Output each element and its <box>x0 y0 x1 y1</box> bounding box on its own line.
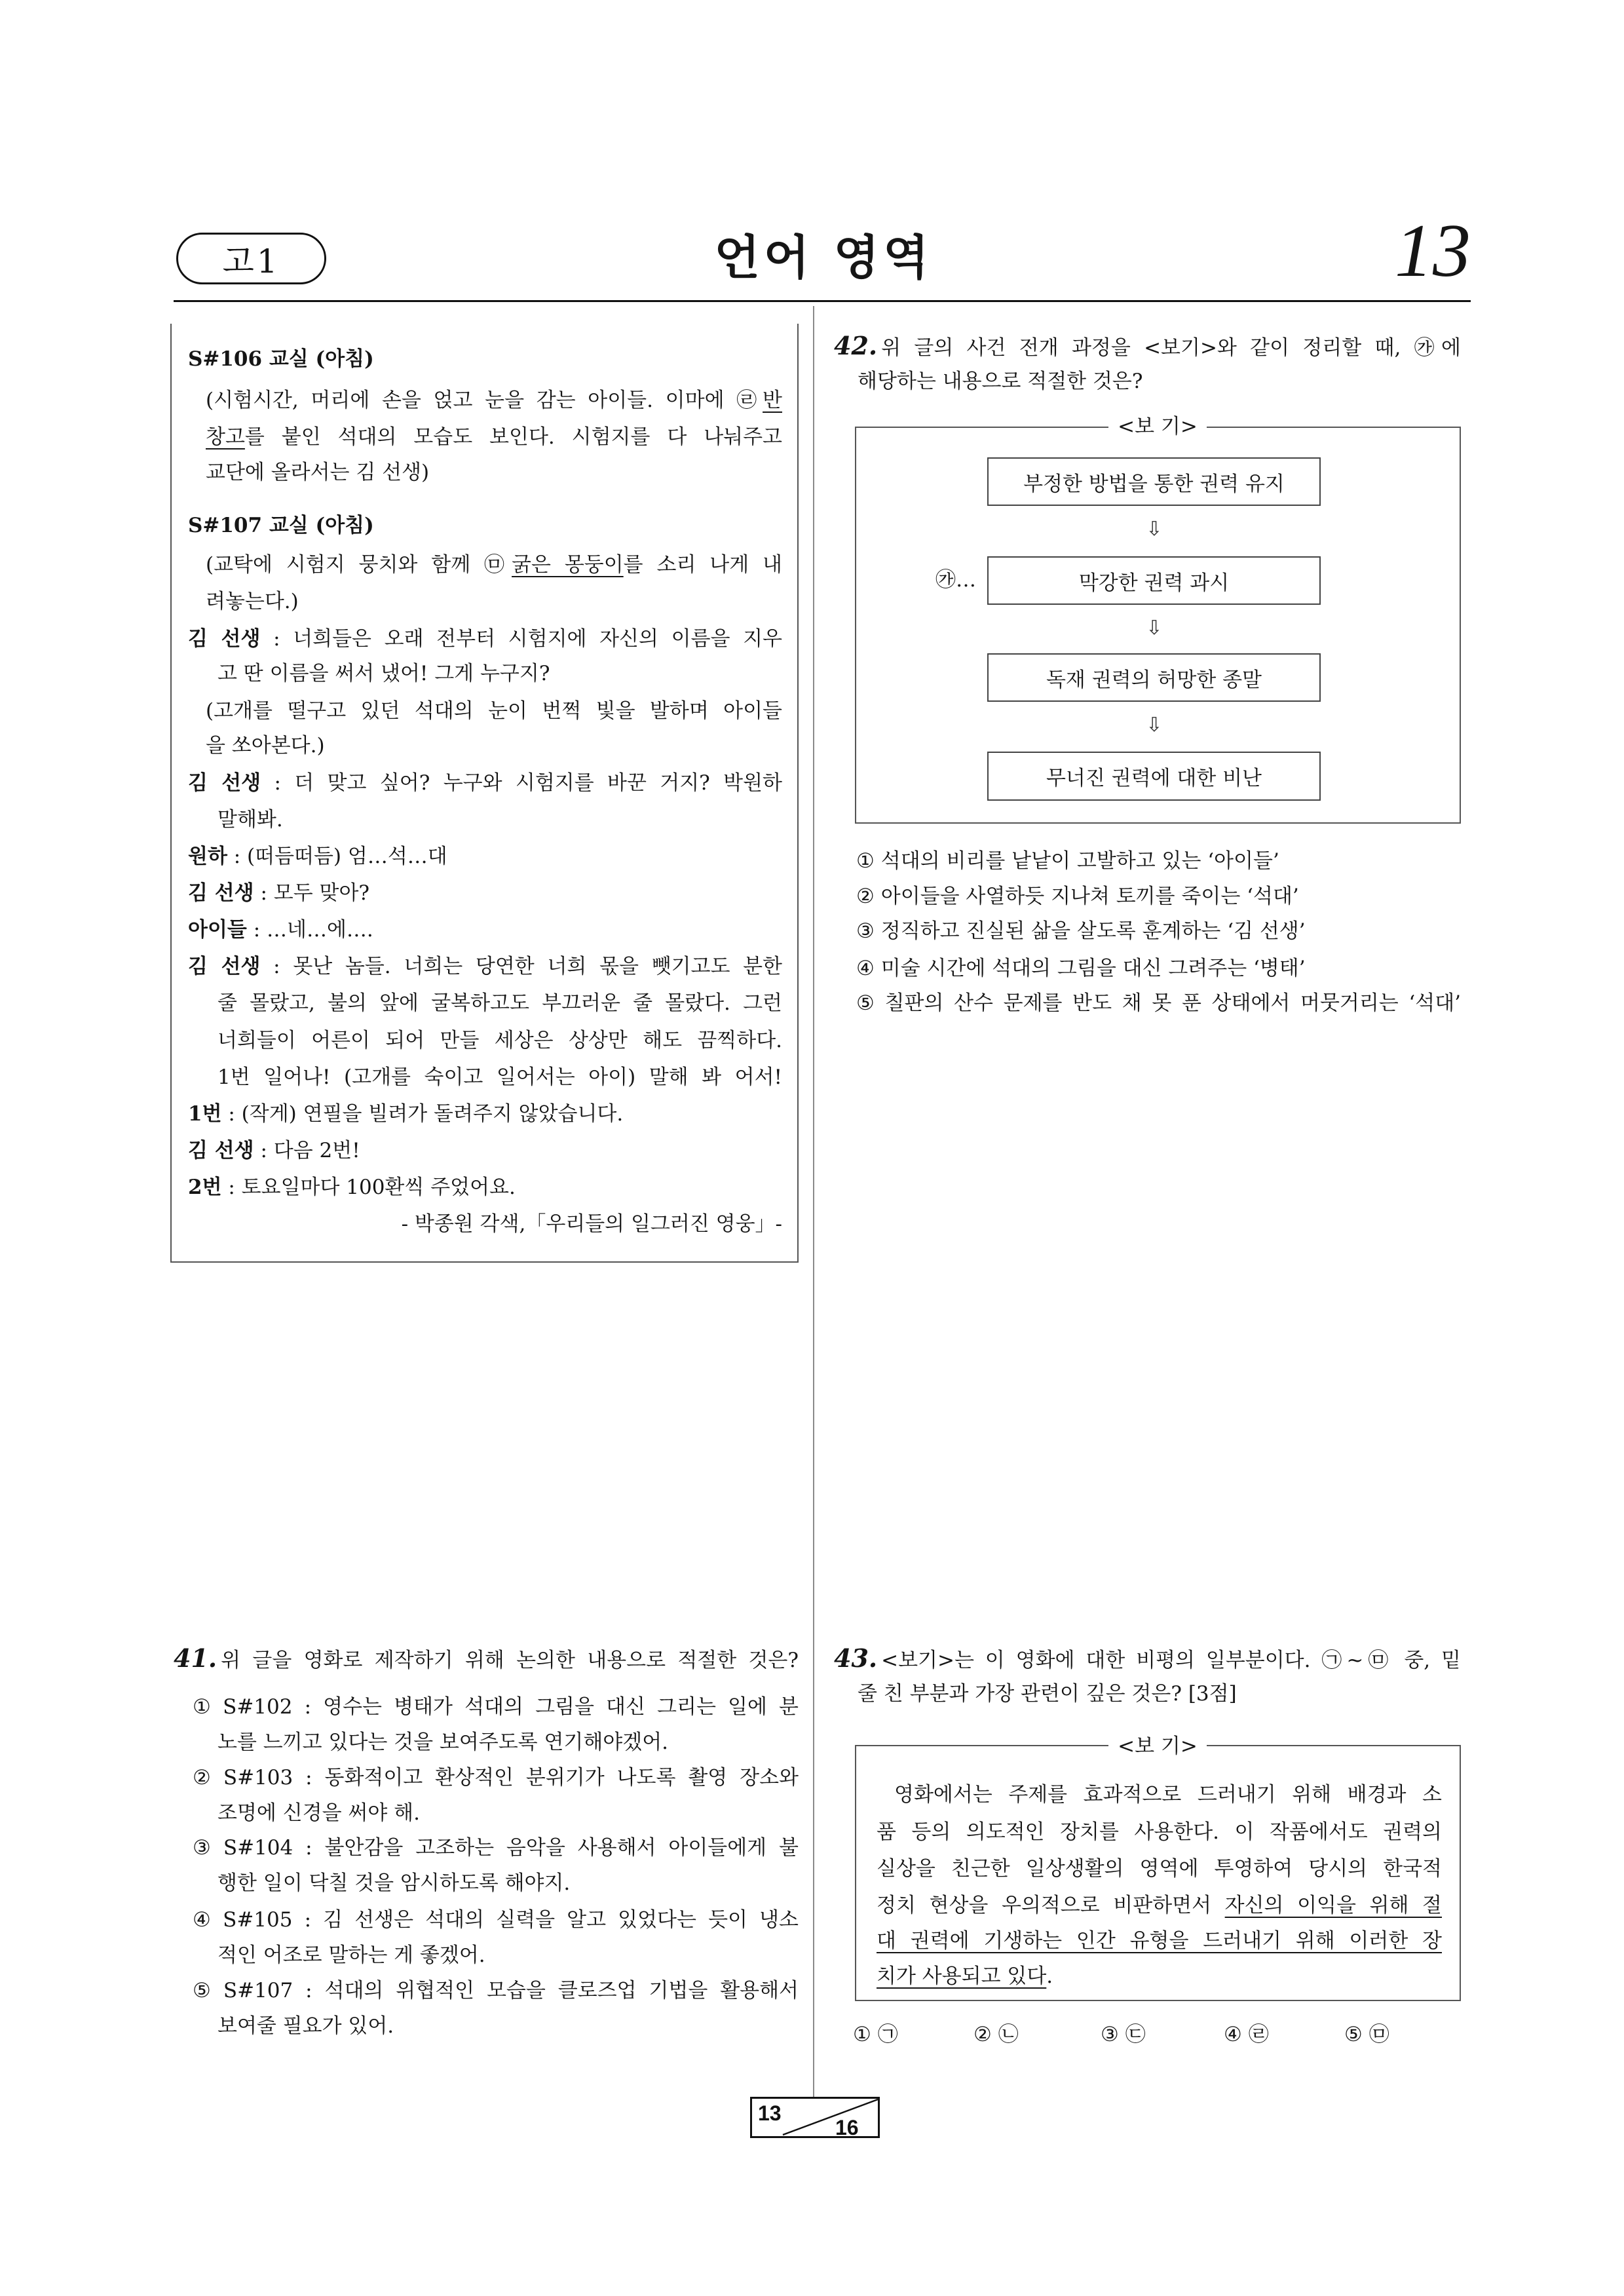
line-text: 를 붙인 석대의 모습도 보인다. 시험지를 다 나눠주고 <box>244 425 782 449</box>
question-number: 43. <box>834 1643 878 1673</box>
grade-badge <box>176 233 326 284</box>
answer-option-1[interactable] <box>853 2021 898 2048</box>
down-arrow-icon: ⇩ <box>1146 518 1163 541</box>
bogi-text-line <box>877 1892 1442 1919</box>
line-text: 교단에 올라서는 김 선생) <box>206 461 430 484</box>
option-text: 적인 어조로 말하는 게 좋겠어. <box>217 1943 485 1967</box>
dialogue-text: 말해봐. <box>217 808 283 832</box>
line-text: 영화에서는 주제를 효과적으로 드러내기 위해 배경과 소 <box>894 1783 1442 1807</box>
underlined-text: 창고 <box>206 425 245 449</box>
answer-option-3[interactable] <box>1101 2021 1146 2048</box>
option-text: ㉤ <box>1369 2023 1389 2046</box>
option-mark: ① <box>193 1695 217 1719</box>
option-mark: ② <box>193 1766 217 1789</box>
option-mark: ② <box>856 885 875 908</box>
speaker-name: 원하 <box>188 845 227 868</box>
question-43-stem <box>834 1645 1461 1672</box>
option-mark: ⑤ <box>1344 2023 1363 2046</box>
question-number: 42. <box>834 331 878 360</box>
dialogue-text: : 더 맞고 싶어? 누구와 시험지를 바꾼 거지? 박원하 <box>261 771 782 795</box>
question-42-stem-line2 <box>858 368 1142 394</box>
dialogue-line <box>217 1027 782 1054</box>
answer-option-2[interactable] <box>856 883 1299 909</box>
dialogue-text: : 토요일마다 100환씩 주었어요. <box>221 1176 516 1199</box>
scene-heading <box>188 512 374 539</box>
line-text: 를 소리 나게 내 <box>623 553 782 577</box>
answer-option-3[interactable] <box>193 1835 799 1861</box>
line-text: . <box>1046 1964 1053 1988</box>
question-text: <보기>는 이 영화에 대한 비평의 일부분이다. ㉠~㉤ 중, 밑 <box>881 1649 1461 1672</box>
speaker-name: 1번 <box>188 1102 222 1126</box>
question-text: 위 글을 영화로 제작하기 위해 논의한 내용으로 적절한 것은? <box>221 1649 799 1672</box>
option-text: 행한 일이 닥칠 것을 암시하도록 해야지. <box>217 1871 571 1895</box>
dialogue-line <box>217 807 283 833</box>
question-text: 위 글의 사건 전개 과정을 <보기>와 같이 정리할 때, ㉮에 <box>881 336 1461 360</box>
stage-direction-line <box>206 424 782 450</box>
dialogue-text: 1번 일어나! (고개를 숙이고 일어서는 아이) 말해 봐 어서! <box>217 1065 782 1089</box>
option-text: 정직하고 진실된 삶을 살도록 훈계하는 ‘김 선생’ <box>880 919 1306 943</box>
option-text: S#104 : 불안감을 고조하는 음악을 사용해서 아이들에게 불 <box>223 1836 799 1860</box>
answer-option-2[interactable] <box>973 2021 1019 2048</box>
underlined-text: 반 <box>763 389 782 412</box>
underlined-text: 치가 사용되고 있다 <box>877 1964 1047 1988</box>
answer-option-4[interactable] <box>856 955 1306 982</box>
underlined-text: 굵은 몽둥이 <box>512 553 624 577</box>
scene-heading-text: S#106 교실 (아침) <box>188 347 374 371</box>
answer-option-4[interactable] <box>193 1907 799 1933</box>
flow-step-1 <box>987 457 1321 506</box>
bogi-label: <보 기> <box>1108 413 1207 440</box>
answer-option-5[interactable] <box>856 990 1461 1016</box>
question-41-stem <box>174 1645 799 1672</box>
option-mark: ② <box>973 2023 992 2046</box>
option-text: 미술 시간에 석대의 그림을 대신 그려주는 ‘병태’ <box>880 957 1306 980</box>
answer-option-5[interactable] <box>1344 2021 1389 2048</box>
answer-option-1[interactable] <box>193 1694 799 1720</box>
flow-step-text: 무너진 권력에 대한 비난 <box>1046 767 1262 790</box>
scene-heading <box>188 346 374 372</box>
dialogue-line <box>188 1138 360 1164</box>
bogi-text-line <box>877 1963 1053 1989</box>
footer-page-indicator <box>750 2097 880 2138</box>
dialogue-line <box>188 917 373 943</box>
flow-step-text: 막강한 권력 과시 <box>1078 571 1230 595</box>
flow-step-3 <box>987 653 1321 702</box>
dialogue-line <box>188 626 782 652</box>
down-arrow-icon: ⇩ <box>1146 714 1163 737</box>
speaker-name: 김 선생 <box>188 627 261 651</box>
dialogue-line <box>188 1101 623 1127</box>
dialogue-text: : 다음 2번! <box>254 1139 360 1162</box>
option-text: 보여줄 필요가 있어. <box>217 2014 394 2038</box>
dialogue-line <box>217 660 550 687</box>
option-text: 석대의 비리를 낱낱이 고발하고 있는 ‘아이들’ <box>880 849 1279 873</box>
dialogue-text: 줄 몰랐고, 불의 앞에 굴복하고도 부끄러운 줄 몰랐다. 그런 <box>217 991 782 1015</box>
dialogue-line <box>217 990 782 1016</box>
option-text: S#102 : 영수는 병태가 석대의 그림을 대신 그리는 일에 분 <box>223 1695 799 1719</box>
stage-direction-line <box>206 459 429 486</box>
answer-option-3[interactable] <box>856 918 1306 944</box>
stage-direction-line <box>206 552 782 578</box>
page-number: 13 <box>1395 209 1471 293</box>
total-pages: 16 <box>835 2116 859 2138</box>
grade-label: 고1 <box>222 242 280 280</box>
option-mark: ④ <box>193 1908 217 1932</box>
flow-step-4 <box>987 752 1321 801</box>
speaker-name: 김 선생 <box>188 771 261 795</box>
speaker-name: 김 선생 <box>188 1139 254 1162</box>
dialogue-text: : (떠듬떠듬) 엄…석…대 <box>227 845 447 868</box>
page-fraction-graphic <box>750 2097 880 2138</box>
dialogue-line <box>188 953 782 980</box>
line-text: (교탁에 시험지 뭉치와 함께 ㉤ <box>206 553 512 577</box>
bogi-label: <보 기> <box>1108 1733 1207 1759</box>
stage-direction-line <box>206 698 782 724</box>
option-text: 칠판의 산수 문제를 반도 채 못 푼 상태에서 머뭇거리는 ‘석대’ <box>884 991 1461 1015</box>
header-rule <box>174 300 1471 302</box>
option-text: ㉢ <box>1125 2023 1146 2046</box>
dialogue-text: 너희들이 어른이 되어 만들 세상은 상상만 해도 끔찍하다. <box>217 1029 782 1052</box>
dialogue-line <box>188 1174 516 1200</box>
option-continuation <box>217 1729 668 1755</box>
line-text: 정치 현상을 우의적으로 비판하면서 <box>877 1894 1225 1917</box>
option-text: 아이들을 사열하듯 지나쳐 토끼를 죽이는 ‘석대’ <box>880 885 1299 908</box>
down-arrow-icon: ⇩ <box>1146 617 1163 640</box>
line-text: (고개를 떨구고 있던 석대의 눈이 번쩍 빛을 발하며 아이들 <box>206 699 782 723</box>
question-42-stem <box>834 333 1461 359</box>
option-continuation <box>217 1870 570 1896</box>
answer-option-2[interactable] <box>193 1765 799 1791</box>
speaker-name: 2번 <box>188 1176 222 1199</box>
option-text: ㉡ <box>998 2023 1019 2046</box>
dialogue-text: : (작게) 연필을 빌려가 돌려주지 않았습니다. <box>221 1102 624 1126</box>
option-text: 조명에 신경을 써야 해. <box>217 1801 420 1825</box>
option-mark: ③ <box>1101 2023 1119 2046</box>
dialogue-text: : 너희들은 오래 전부터 시험지에 자신의 이름을 지우 <box>260 627 782 651</box>
stage-direction-line <box>206 733 325 759</box>
question-number: 41. <box>174 1643 217 1673</box>
option-mark: ④ <box>856 957 875 980</box>
option-text: S#107 : 석대의 위협적인 모습을 클로즈업 기법을 활용해서 <box>223 1979 799 2002</box>
line-text: 품 등의 의도적인 장치를 사용한다. 이 작품에서도 권력의 <box>877 1820 1442 1844</box>
ga-marker: ㉮… <box>935 568 976 592</box>
line-text: (시험시간, 머리에 손을 얹고 눈을 감는 아이들. 이마에 ㉣ <box>206 389 763 412</box>
option-mark: ① <box>856 849 875 873</box>
option-continuation <box>217 2013 394 2039</box>
underlined-text: 자신의 이익을 위해 절 <box>1224 1894 1442 1917</box>
underlined-text: 대 권력에 기생하는 인간 유형을 드러내기 위해 이러한 장 <box>877 1929 1442 1953</box>
option-text: ㉠ <box>877 2023 898 2046</box>
bogi-text-line <box>894 1782 1442 1808</box>
option-mark: ③ <box>856 919 875 943</box>
speaker-name: 김 선생 <box>188 881 254 905</box>
option-mark: ⑤ <box>856 991 878 1015</box>
option-text: S#105 : 김 선생은 석대의 실력을 알고 있었다는 듯이 냉소 <box>223 1908 799 1932</box>
option-text: ㉣ <box>1248 2023 1269 2046</box>
answer-option-4[interactable] <box>1224 2021 1269 2048</box>
flow-step-2 <box>987 556 1321 605</box>
speaker-name: 아이들 <box>188 918 247 942</box>
option-mark: ⑤ <box>193 1979 217 2002</box>
line-text: 려놓는다.) <box>206 590 299 613</box>
line-text: 을 쏘아본다.) <box>206 734 325 757</box>
question-text: 줄 친 부분과 가장 관련이 깊은 것은? [3점] <box>858 1682 1237 1706</box>
dialogue-text: : 모두 맞아? <box>254 881 370 905</box>
option-continuation <box>217 1800 420 1826</box>
dialogue-text: : 못난 놈들. 너희는 당연한 너희 몫을 뺏기고도 분한 <box>260 955 782 978</box>
scene-heading-text: S#107 교실 (아침) <box>188 514 374 537</box>
option-mark: ① <box>853 2023 871 2046</box>
dialogue-line <box>188 770 782 796</box>
answer-option-5[interactable] <box>193 1978 799 2004</box>
stage-direction-line <box>206 588 299 615</box>
stage-direction-line <box>206 387 782 413</box>
bogi-text-line <box>877 1928 1442 1954</box>
dialogue-line <box>217 1064 782 1090</box>
speaker-name: 김 선생 <box>188 955 261 978</box>
dialogue-line <box>188 843 447 870</box>
current-page: 13 <box>758 2101 782 2125</box>
dialogue-text: 고 딴 이름을 써서 냈어! 그게 누구지? <box>217 662 550 685</box>
bogi-text-line <box>877 1856 1442 1882</box>
answer-option-1[interactable] <box>856 848 1279 874</box>
flow-step-text: 부정한 방법을 통한 권력 유지 <box>1023 472 1285 496</box>
source-citation <box>188 1211 782 1237</box>
flow-step-text: 독재 권력의 허망한 종말 <box>1046 668 1262 692</box>
bogi-text-line <box>877 1819 1442 1845</box>
question-43-stem-line2 <box>858 1681 1237 1707</box>
citation-text: - 박종원 각색,「우리들의 일그러진 영웅」- <box>401 1212 782 1236</box>
dialogue-line <box>188 880 369 906</box>
option-text: 노를 느끼고 있다는 것을 보여주도록 연기해야겠어. <box>217 1731 668 1754</box>
option-continuation <box>217 1942 485 1968</box>
line-text: 실상을 친근한 일상생활의 영역에 투영하여 당시의 한국적 <box>877 1857 1442 1881</box>
question-text: 해당하는 내용으로 적절한 것은? <box>858 370 1143 393</box>
column-divider <box>813 306 814 2111</box>
page-title: 언어 영역 <box>714 230 933 285</box>
option-text: S#103 : 동화적이고 환상적인 분위기가 나도록 촬영 장소와 <box>223 1766 799 1789</box>
dialogue-text: : …네…에…. <box>246 918 373 942</box>
option-mark: ③ <box>193 1836 217 1860</box>
option-mark: ④ <box>1224 2023 1242 2046</box>
